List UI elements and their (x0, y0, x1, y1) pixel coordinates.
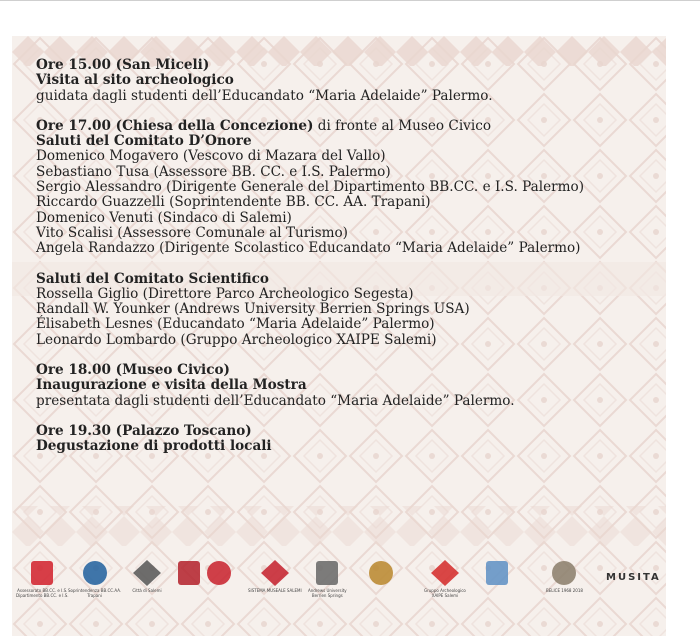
program-heading-text: Saluti del Comitato D’Onore (36, 133, 252, 150)
citta-di-salemi-logo-mark (130, 558, 164, 588)
program-text-segment: Angela Randazzo (Dirigente Scolastico Educandato “Maria Adelaide” Palermo) (36, 240, 581, 257)
musita-wordmark: MUSITA (606, 572, 661, 583)
program-text (36, 58, 661, 470)
program-block (36, 363, 661, 409)
program-line (36, 134, 661, 149)
program-line (36, 165, 661, 180)
program-line (36, 378, 661, 393)
logo-caption: Città di Salemi (132, 588, 162, 593)
sistema-museale-logo (248, 558, 302, 593)
top-divider (0, 0, 700, 1)
logo-caption: Andrews University Berrien Springs (308, 588, 347, 598)
belice-logo (480, 558, 514, 588)
program-text-segment: Sergio Alessandro (Dirigente Generale del Dipartimento BB.CC. e I.S. Palermo) (36, 179, 585, 196)
program-line (36, 317, 661, 332)
belice-logo-mark (480, 558, 514, 588)
andrews-university-logo (308, 558, 347, 598)
program-line (36, 333, 661, 348)
belice-50-logo (546, 558, 583, 593)
program-line (36, 195, 661, 210)
citta-di-salemi-logo (130, 558, 164, 593)
program-heading-text: Ore 19.30 (Palazzo Toscano) (36, 422, 252, 439)
logo-caption: SISTEMA MUSEALE SALEMI (248, 588, 302, 593)
program-text-segment: Riccardo Guazzelli (Soprintendente BB. CC. AA. Trapani) (36, 194, 431, 211)
program-text-segment: di fronte al Museo Civico (313, 117, 492, 134)
program-line (36, 439, 661, 454)
logo-caption: Gruppo Archeologico XAIPE Salemi (424, 588, 466, 598)
andrews-university-logo-mark (310, 558, 344, 588)
educandato-logo (202, 558, 236, 588)
musita-logo (606, 558, 661, 583)
regione-sicilia-logo-mark (25, 558, 59, 588)
gruppo-archeologico-logo-mark (428, 558, 462, 588)
program-line (36, 211, 661, 226)
program-block (36, 424, 661, 455)
program-line (36, 424, 661, 439)
soprintendenza-logo (68, 558, 121, 598)
program-line (36, 89, 661, 104)
program-text-segment: Domenico Venuti (Sindaco di Salemi) (36, 209, 292, 226)
program-heading-text: Inaugurazione e visita della Mostra (36, 377, 307, 394)
program-line (36, 363, 661, 378)
program-text-segment: Élisabeth Lesnes (Educandato “Maria Adelaide” Palermo) (36, 316, 435, 333)
program-text-segment: presentata dagli studenti dell’Educandato “Maria Adelaide” Palermo. (36, 392, 515, 409)
sistema-museale-logo-mark (258, 558, 292, 588)
gruppo-archeologico-logo (424, 558, 466, 598)
program-text-segment: Vito Scalisi (Assessore Comunale al Turismo) (36, 224, 348, 241)
program-line (36, 287, 661, 302)
program-text-segment: guidata dagli studenti dell’Educandato “Maria Adelaide” Palermo. (36, 87, 493, 104)
program-line (36, 226, 661, 241)
regione-sicilia-logo (16, 558, 69, 598)
program-line (36, 241, 661, 256)
logo-caption: Soprintendenza BB.CC.AA. Trapani (68, 588, 122, 598)
parco-segesta-logo (172, 558, 206, 588)
educandato-logo-mark (202, 558, 236, 588)
program-line (36, 302, 661, 317)
program-heading-text: Ore 18.00 (Museo Civico) (36, 362, 230, 379)
program-line (36, 149, 661, 164)
program-text-segment: Sebastiano Tusa (Assessore BB. CC. e I.S. Palermo) (36, 163, 391, 180)
program-line (36, 272, 661, 287)
program-line (36, 73, 661, 88)
program-text-segment: Rossella Giglio (Direttore Parco Archeologico Segesta) (36, 285, 414, 302)
program-line (36, 58, 661, 73)
program-block (36, 272, 661, 348)
belice-50-logo-mark (547, 558, 581, 588)
program-heading-text: Degustazione di prodotti locali (36, 438, 272, 455)
program-block (36, 119, 661, 257)
program-heading-text: Ore 15.00 (San Miceli) (36, 57, 210, 73)
logo-caption: Assessorato BB.CC. e I.S. Dipartimento BB.CC. e I.S. (16, 588, 69, 598)
soprintendenza-logo-mark (78, 558, 112, 588)
program-heading-text: Ore 17.00 (Chiesa della Concezione) (36, 117, 314, 134)
program-line (36, 394, 661, 409)
program-text-segment: Leonardo Lombardo (Gruppo Archeologico XAIPE Salemi) (36, 331, 437, 348)
program-line (36, 119, 661, 134)
gruppo-xaipe-logo-mark (364, 558, 398, 588)
event-poster (12, 36, 666, 636)
gruppo-xaipe-logo (364, 558, 398, 588)
program-heading-text: Visita al sito archeologico (36, 72, 234, 89)
sponsor-logos-row (12, 554, 666, 614)
parco-segesta-logo-mark (172, 558, 206, 588)
program-heading-text: Saluti del Comitato Scientifico (36, 270, 269, 287)
program-block (36, 58, 661, 104)
program-text-segment: Randall W. Younker (Andrews University Berrien Springs USA) (36, 301, 470, 318)
program-line (36, 180, 661, 195)
logo-caption: BELICE 1968 2018 (546, 588, 583, 593)
program-text-segment: Domenico Mogavero (Vescovo di Mazara del Vallo) (36, 148, 386, 165)
